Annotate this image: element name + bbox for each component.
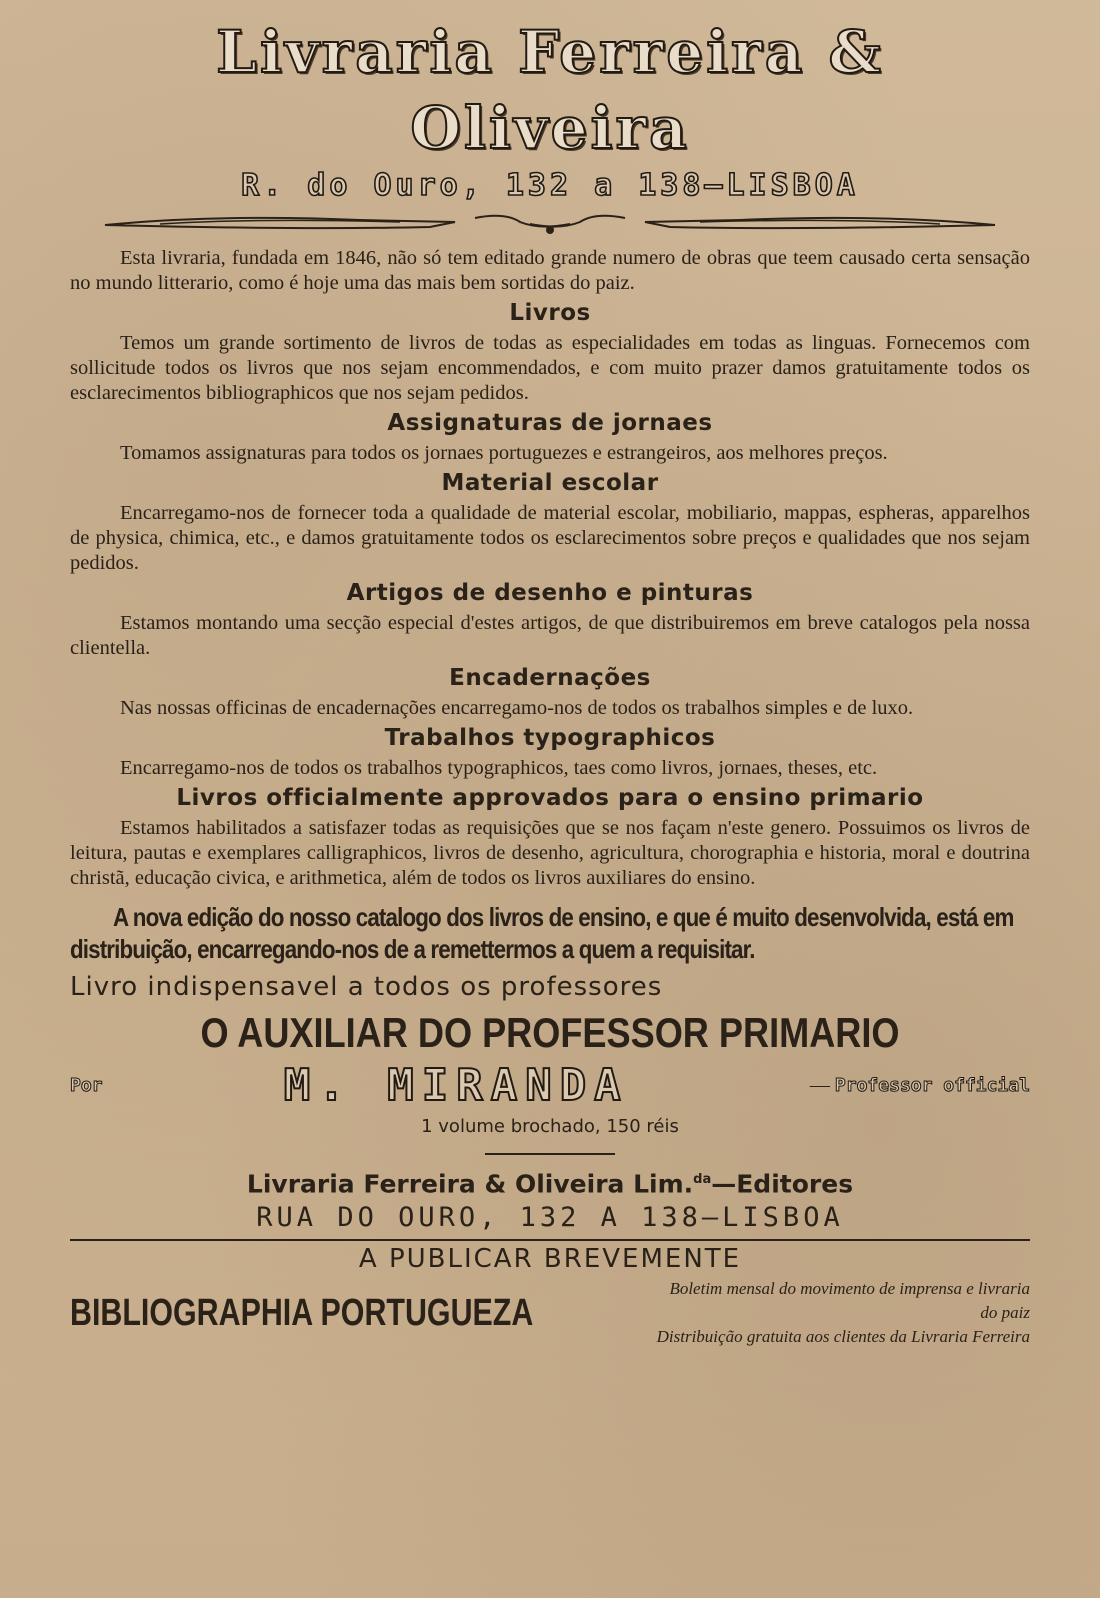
upcoming-description	[649, 1277, 1030, 1349]
book-title: O AUXILIAR DO PROFESSOR PRIMARIO	[200, 1009, 900, 1056]
section-assignaturas	[70, 406, 1030, 466]
page-title: Livraria Ferreira & Oliveira	[216, 18, 884, 162]
section-text: Encarregamo-nos de todos os trabalhos typographicos, taes como livros, jornaes, theses, etc.	[120, 757, 878, 779]
author-role: Professor official	[834, 1074, 1030, 1096]
book-volume-price: 1 volume brochado, 150 réis	[421, 1116, 679, 1137]
upcoming-line: Distribuição gratuita aos clientes da Livraria Ferreira	[656, 1327, 1030, 1347]
section-heading: Livros	[509, 300, 591, 326]
section-trabalhos-typographicos	[70, 721, 1030, 781]
divider	[485, 1153, 615, 1155]
upcoming-heading: A PUBLICAR BREVEMENTE	[358, 1244, 742, 1275]
section-heading: Trabalhos typographicos	[384, 725, 716, 751]
section-heading: Artigos de desenho e pinturas	[346, 580, 754, 606]
section-artigos-desenho	[70, 576, 1030, 661]
section-text: Nas nossas officinas de encadernações encarregamo-nos de todos os trabalhos simples e de luxo.	[120, 697, 914, 719]
section-text: Estamos habilitados a satisfazer todas as requisições que se nos façam n'este genero. Possuimos os livros de leitura, pautas e exemplares calligraphicos, livros de desenho, agricultura, chorographia e historia, moral e doutrina christã, educação civica, e arithmetica, além de todos os livros auxiliares do ensino.	[70, 817, 1030, 889]
book-tagline: Livro indispensavel a todos os professores	[70, 972, 663, 1002]
section-heading: Assignaturas de jornaes	[387, 410, 713, 436]
section-heading: Material escolar	[441, 470, 659, 496]
author-line	[70, 1059, 1030, 1111]
upcoming-row	[70, 1277, 1030, 1349]
section-material-escolar	[70, 466, 1030, 576]
section-heading: Livros officialmente approvados para o ensino primario	[176, 785, 924, 811]
upcoming-title: BIBLIOGRAPHIA PORTUGUEZA	[70, 1291, 534, 1334]
ornamental-divider-icon	[100, 210, 1000, 240]
editors-abbrev: da	[693, 1172, 712, 1187]
section-text: Estamos montando uma secção especial d'estes artigos, de que distribuiremos em breve catalogos pela nossa clientella.	[70, 612, 1030, 659]
editors-line	[70, 1163, 1030, 1201]
author-role-group	[810, 1074, 1030, 1097]
footer-address: RUA DO OURO, 132 A 138—LISBOA	[256, 1202, 844, 1234]
section-livros-ensino-primario	[70, 781, 1030, 891]
header-address: R. do Ouro, 132 a 138—LISBOA	[241, 168, 859, 203]
author-prefix: Por	[70, 1074, 103, 1096]
section-text: Encarregamo-nos de fornecer toda a qualidade de material escolar, mobiliario, mappas, espheras, apparelhos de physica, chimica, etc., e damos gratuitamente todos os esclarecimentos sobre preços e qualidades que nos sejam pedidos.	[70, 502, 1030, 574]
editors-role: —Editores	[711, 1169, 854, 1199]
section-text: Temos um grande sortimento de livros de todas as especialidades em todas as linguas. Fornecemos com sollicitude todos os livros que nos sejam encommendados, e com muito prazer damos gratuitamente todos os esclarecimentos bibliographicos que nos sejam pedidos.	[70, 332, 1030, 404]
author-name: M. MIRANDA	[283, 1059, 629, 1111]
intro-paragraph: Esta livraria, fundada em 1846, não só tem editado grande numero de obras que teem causado certa sensação no mundo litterario, como é hoje uma das mais bem sortidas do paiz.	[70, 247, 1030, 294]
author-dash: —	[809, 1073, 835, 1096]
section-livros	[70, 296, 1030, 406]
catalog-notice: A nova edição do nosso catalogo dos livros de ensino, e que é muito desenvolvida, está em distribuição, encarregando-nos de a remettermos a quem a requisitar.	[70, 902, 1014, 964]
editors-name: Livraria Ferreira & Oliveira Lim.	[246, 1169, 694, 1199]
upcoming-line: Boletim mensal do movimento de imprensa e livraria do paiz	[669, 1279, 1030, 1323]
section-text: Tomamos assignaturas para todos os jornaes portuguezes e estrangeiros, aos melhores preços.	[120, 442, 888, 464]
section-encadernacoes	[70, 661, 1030, 721]
section-heading: Encadernações	[449, 665, 651, 691]
divider	[70, 1239, 1030, 1241]
